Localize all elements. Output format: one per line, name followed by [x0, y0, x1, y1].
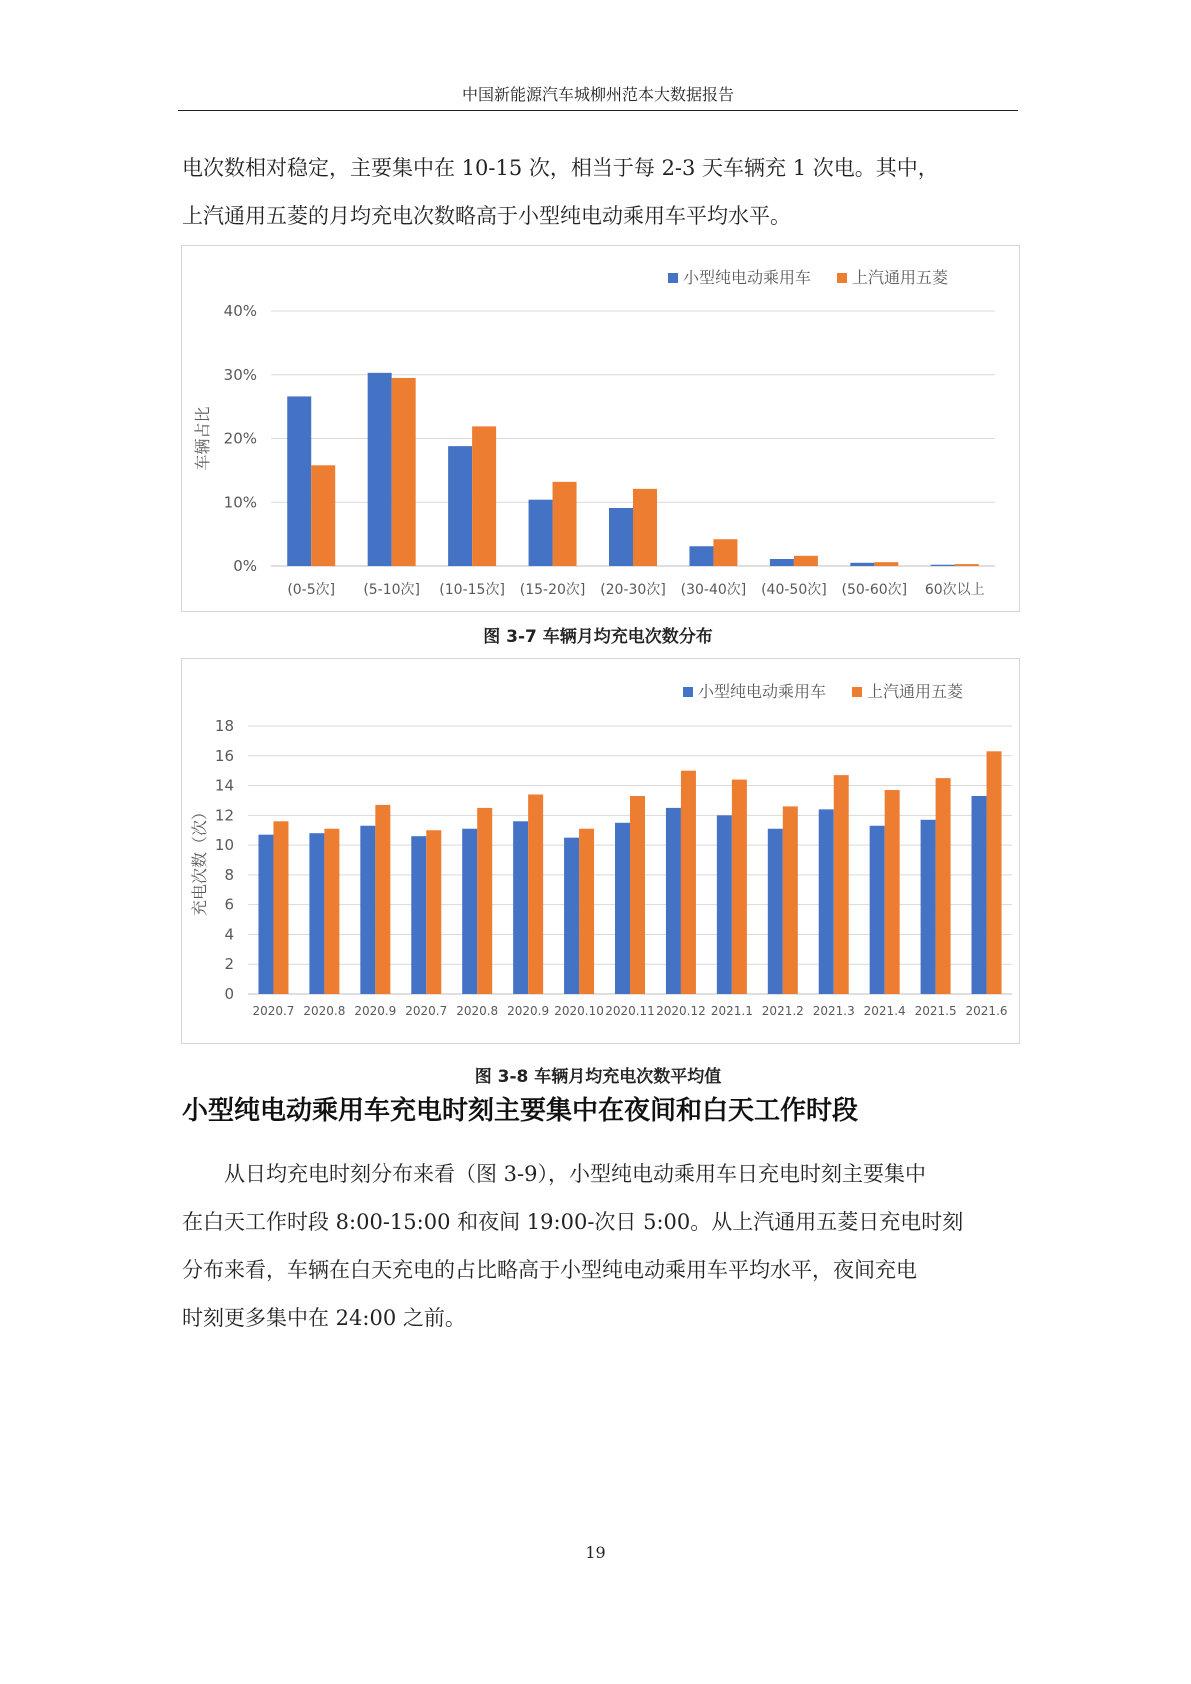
figure-caption-3-7: 图 3-7 车辆月均充电次数分布	[483, 627, 713, 647]
y-axis-title: 车辆占比	[193, 406, 212, 471]
bar-series-2	[426, 830, 441, 994]
bar-series-1	[870, 826, 885, 994]
bar-series-1	[258, 835, 273, 994]
bar-series-1	[768, 829, 783, 994]
bar-series-2	[874, 562, 898, 566]
body-line-2: 在白天工作时段 8:00-15:00 和夜间 19:00-次日 5:00。从上汽通用五菱日充电时刻	[182, 1210, 964, 1234]
bar-series-1	[921, 820, 936, 994]
y-tick-label: 10%	[223, 493, 257, 512]
bar-series-2	[794, 556, 818, 566]
x-tick-label: 2020.11	[605, 1004, 655, 1018]
bar-series-2	[936, 778, 951, 994]
bar-series-2	[783, 806, 798, 994]
y-tick-label: 4	[224, 925, 234, 944]
bar-series-2	[633, 489, 657, 566]
bar-series-2	[311, 465, 335, 566]
bar-series-1	[462, 829, 477, 994]
y-tick-label: 40%	[223, 302, 257, 320]
body-line-4: 时刻更多集中在 24:00 之前。	[182, 1306, 466, 1330]
bar-series-2	[955, 564, 979, 566]
bar-series-1	[689, 546, 713, 566]
bar-series-1	[368, 373, 392, 566]
legend-label: 上汽通用五菱	[867, 682, 964, 701]
bar-series-1	[666, 808, 681, 994]
y-tick-label: 20%	[223, 429, 257, 448]
y-tick-label: 16	[214, 746, 234, 765]
x-tick-label: 2020.7	[405, 1004, 448, 1018]
bar-series-2	[681, 771, 696, 994]
bar-series-2	[834, 775, 849, 994]
y-tick-label: 0%	[233, 557, 257, 575]
x-tick-label: 2021.1	[710, 1004, 753, 1018]
bar-series-1	[931, 565, 955, 566]
bar-series-2	[987, 751, 1002, 994]
bar-series-1	[411, 836, 426, 994]
x-tick-label: 2021.3	[812, 1004, 855, 1018]
legend-label: 上汽通用五菱	[852, 268, 949, 287]
bar-series-1	[972, 796, 987, 994]
x-tick-label: 2020.9	[507, 1004, 550, 1018]
bar-series-1	[309, 833, 324, 994]
x-tick-label: (15-20次]	[519, 582, 586, 598]
bar-series-1	[609, 508, 633, 566]
x-tick-label: (0-5次]	[287, 582, 336, 598]
y-axis-title: 充电次数（次）	[190, 803, 209, 917]
x-tick-label: 2021.5	[914, 1004, 957, 1018]
legend-swatch	[837, 273, 847, 283]
bar-series-1	[529, 500, 553, 566]
y-tick-label: 12	[214, 806, 234, 825]
bar-series-2	[472, 426, 496, 566]
chart-2-svg	[182, 659, 1019, 1043]
y-tick-label: 6	[224, 895, 234, 914]
intro-line-1: 电次数相对稳定，主要集中在 10-15 次，相当于每 2-3 天车辆充 1 次电。其中，	[182, 156, 939, 180]
bar-series-1	[615, 823, 630, 994]
page-number: 19	[585, 1543, 606, 1562]
bar-series-1	[717, 815, 732, 994]
bar-series-2	[732, 780, 747, 994]
body-line-1: 从日均充电时刻分布来看（图 3-9），小型纯电动乘用车日充电时刻主要集中	[224, 1162, 926, 1186]
bar-series-2	[630, 796, 645, 994]
x-tick-label: 2020.8	[456, 1004, 499, 1018]
x-tick-label: 2020.9	[354, 1004, 397, 1018]
x-tick-label: 2020.10	[554, 1004, 604, 1018]
chart-monthly-charge-distribution	[181, 245, 1020, 612]
bar-series-1	[513, 821, 528, 994]
bar-series-1	[287, 396, 311, 566]
legend-label: 小型纯电动乘用车	[698, 682, 827, 701]
running-header: 中国新能源汽车城柳州范本大数据报告	[461, 85, 734, 104]
header-rule	[178, 110, 1018, 111]
y-tick-label: 2	[224, 955, 234, 974]
bar-series-2	[324, 829, 339, 994]
legend-swatch	[668, 273, 678, 283]
bar-series-1	[564, 838, 579, 994]
intro-line-2: 上汽通用五菱的月均充电次数略高于小型纯电动乘用车平均水平。	[182, 204, 791, 228]
y-tick-label: 8	[224, 865, 234, 884]
x-tick-label: (5-10次]	[363, 582, 421, 598]
x-tick-label: 60次以上	[924, 582, 985, 598]
bar-series-1	[850, 563, 874, 566]
bar-series-2	[579, 829, 594, 994]
y-tick-label: 10	[214, 836, 234, 855]
x-tick-label: 2021.2	[761, 1004, 804, 1018]
x-tick-label: (30-40次]	[680, 582, 747, 598]
bar-series-2	[273, 821, 288, 994]
x-tick-label: 2020.12	[656, 1004, 706, 1018]
bar-series-2	[553, 482, 577, 566]
x-tick-label: 2020.7	[252, 1004, 295, 1018]
bar-series-2	[477, 808, 492, 994]
legend-label: 小型纯电动乘用车	[683, 268, 812, 287]
figure-caption-3-8: 图 3-8 车辆月均充电次数平均值	[474, 1067, 722, 1087]
section-heading: 小型纯电动乘用车充电时刻主要集中在夜间和白天工作时段	[182, 1096, 859, 1126]
x-tick-label: (20-30次]	[600, 582, 666, 598]
chart-1-svg	[182, 246, 1019, 611]
bar-series-2	[528, 794, 543, 994]
x-tick-label: 2021.4	[863, 1004, 906, 1018]
x-tick-label: (40-50次]	[761, 582, 827, 598]
bar-series-2	[392, 378, 416, 566]
y-tick-label: 18	[214, 717, 234, 735]
bar-series-1	[819, 809, 834, 994]
x-tick-label: 2021.6	[965, 1004, 1008, 1018]
legend-swatch	[683, 687, 693, 697]
bar-series-2	[375, 805, 390, 994]
x-tick-label: (50-60次]	[841, 582, 908, 598]
bar-series-1	[448, 446, 472, 566]
bar-series-2	[885, 790, 900, 994]
body-line-3: 分布来看，车辆在白天充电的占比略高于小型纯电动乘用车平均水平，夜间充电	[182, 1258, 917, 1282]
y-tick-label: 0	[224, 985, 234, 1003]
x-tick-label: (10-15次]	[439, 582, 505, 598]
x-tick-label: 2020.8	[303, 1004, 346, 1018]
bar-series-1	[360, 826, 375, 994]
chart-monthly-charge-average	[181, 658, 1020, 1044]
legend-swatch	[852, 687, 862, 697]
bar-series-2	[713, 539, 737, 566]
y-tick-label: 30%	[223, 365, 257, 384]
bar-series-1	[770, 559, 794, 566]
y-tick-label: 14	[214, 776, 234, 795]
